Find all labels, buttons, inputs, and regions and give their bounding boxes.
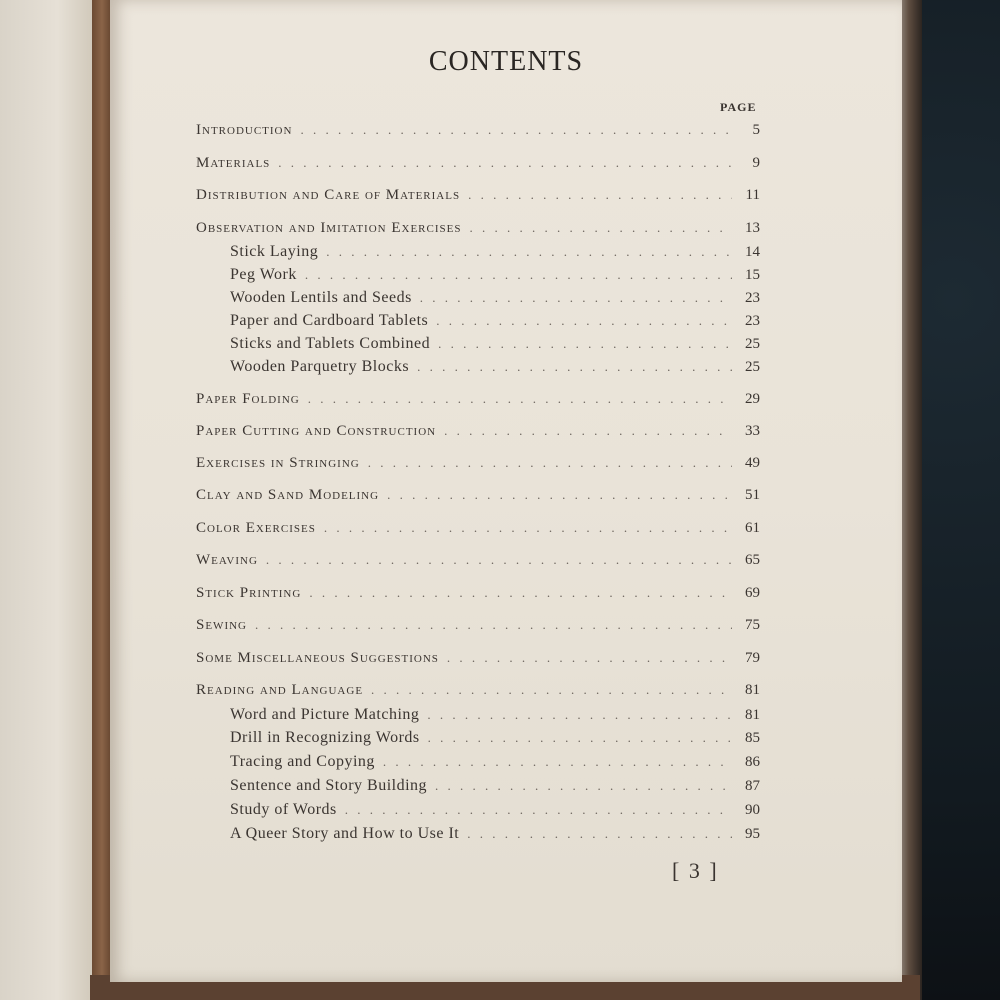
toc-entry-page: 23	[745, 313, 760, 329]
toc-entry	[230, 335, 760, 357]
toc-entry-page: 9	[752, 155, 760, 171]
toc-entry-label: Color Exercises	[196, 520, 316, 536]
toc-entry	[196, 423, 760, 445]
dot-leader	[305, 267, 732, 283]
dot-leader	[435, 778, 732, 794]
toc-entry-label: Drill in Recognizing Words	[230, 729, 420, 746]
toc-entry-page: 87	[745, 778, 760, 794]
toc-entry-label: Paper Folding	[196, 391, 300, 407]
page-number: [ 3 ]	[672, 858, 719, 883]
toc-entry-page: 90	[745, 802, 760, 818]
book-cover-edge	[900, 0, 922, 1000]
dot-leader	[308, 391, 732, 407]
dot-leader	[387, 487, 732, 503]
toc-entry-page: 81	[745, 707, 760, 723]
toc-entry-page: 23	[745, 290, 760, 306]
toc-entry	[230, 753, 760, 775]
background-cloth	[922, 0, 1000, 1000]
dot-leader	[417, 359, 732, 375]
dot-leader	[255, 617, 732, 633]
toc-entry-page: 65	[745, 552, 760, 568]
dot-leader	[278, 155, 732, 171]
toc-entry	[230, 312, 760, 334]
toc-entry-page: 29	[745, 391, 760, 407]
dot-leader	[468, 187, 732, 203]
toc-entry-page: 5	[752, 122, 760, 138]
toc-entry-label: Clay and Sand Modeling	[196, 487, 380, 503]
toc-entry-label: Exercises in Stringing	[196, 455, 360, 471]
toc-entry-label: Some Miscellaneous Suggestions	[196, 650, 439, 666]
toc-entry-page: 49	[745, 455, 760, 471]
dot-leader	[383, 754, 732, 770]
toc-entry-label: Distribution and Care of Materials	[196, 187, 461, 203]
toc-entry	[230, 358, 760, 380]
toc-entry-page: 81	[745, 682, 760, 698]
toc-entry-page: 75	[745, 617, 760, 633]
toc-entry-label: Word and Picture Matching	[230, 706, 420, 723]
dot-leader	[326, 244, 732, 260]
toc-entry-page: 13	[745, 220, 760, 236]
toc-entry	[196, 155, 760, 177]
table-of-contents	[110, 0, 902, 982]
dot-leader	[438, 336, 732, 352]
toc-entry	[196, 520, 760, 542]
book-page	[110, 0, 902, 982]
page-column-label: PAGE	[720, 100, 757, 114]
toc-entry	[230, 706, 760, 728]
dot-leader	[427, 707, 732, 723]
toc-entry	[230, 825, 760, 847]
toc-entry	[230, 777, 760, 799]
toc-entry	[196, 682, 760, 704]
toc-entry-page: 15	[745, 267, 760, 283]
toc-entry-label: A Queer Story and How to Use It	[230, 825, 460, 842]
dot-leader	[447, 650, 732, 666]
toc-entry-page: 61	[745, 520, 760, 536]
toc-entry	[196, 122, 760, 144]
toc-entry-page: 11	[745, 187, 760, 203]
toc-entry-label: Wooden Parquetry Blocks	[230, 358, 410, 375]
left-page-edge	[0, 0, 96, 1000]
toc-entry-label: Stick Printing	[196, 585, 302, 601]
toc-entry-page: 86	[745, 754, 760, 770]
dot-leader	[469, 220, 732, 236]
toc-entry-label: Stick Laying	[230, 243, 319, 260]
toc-entry	[196, 617, 760, 639]
toc-entry	[230, 266, 760, 288]
toc-entry-label: Observation and Imitation Exercises	[196, 220, 462, 236]
toc-entry-label: Tracing and Copying	[230, 753, 375, 770]
toc-entry	[230, 729, 760, 751]
toc-entry-label: Peg Work	[230, 266, 297, 283]
toc-entry	[230, 243, 760, 265]
toc-entry-label: Reading and Language	[196, 682, 364, 698]
toc-entry	[196, 220, 760, 242]
toc-entry-label: Introduction	[196, 122, 293, 138]
toc-entry	[230, 289, 760, 311]
dot-leader	[300, 122, 732, 138]
toc-entry-label: Weaving	[196, 552, 258, 568]
dot-leader	[428, 730, 732, 746]
toc-entry-label: Study of Words	[230, 801, 337, 818]
dot-leader	[467, 826, 732, 842]
toc-entry-label: Sticks and Tablets Combined	[230, 335, 431, 352]
toc-entry-label: Paper Cutting and Construction	[196, 423, 437, 439]
toc-entry	[196, 455, 760, 477]
toc-entry-page: 79	[745, 650, 760, 666]
toc-entry-page: 25	[745, 359, 760, 375]
toc-entry-page: 14	[745, 244, 760, 260]
toc-entry-page: 51	[745, 487, 760, 503]
dot-leader	[266, 552, 732, 568]
toc-entry	[196, 187, 760, 209]
toc-entry-page: 25	[745, 336, 760, 352]
toc-entry	[196, 585, 760, 607]
dot-leader	[444, 423, 732, 439]
dot-leader	[420, 290, 732, 306]
toc-entry-page: 85	[745, 730, 760, 746]
toc-entry-label: Paper and Cardboard Tablets	[230, 312, 429, 329]
dot-leader	[345, 802, 732, 818]
toc-entry-page: 95	[745, 826, 760, 842]
dot-leader	[324, 520, 732, 536]
dot-leader	[368, 455, 732, 471]
toc-entry	[230, 801, 760, 823]
page-title: CONTENTS	[428, 46, 584, 77]
dot-leader	[309, 585, 732, 601]
toc-entry-label: Sentence and Story Building	[230, 777, 428, 794]
toc-entry	[196, 391, 760, 413]
toc-entry	[196, 650, 760, 672]
toc-entry-page: 69	[745, 585, 760, 601]
toc-entry-label: Wooden Lentils and Seeds	[230, 289, 412, 306]
toc-entry	[196, 552, 760, 574]
dot-leader	[436, 313, 732, 329]
toc-entry	[196, 487, 760, 509]
toc-entry-label: Materials	[196, 155, 271, 171]
toc-entry-label: Sewing	[196, 617, 247, 633]
toc-entry-page: 33	[745, 423, 760, 439]
dot-leader	[371, 682, 732, 698]
